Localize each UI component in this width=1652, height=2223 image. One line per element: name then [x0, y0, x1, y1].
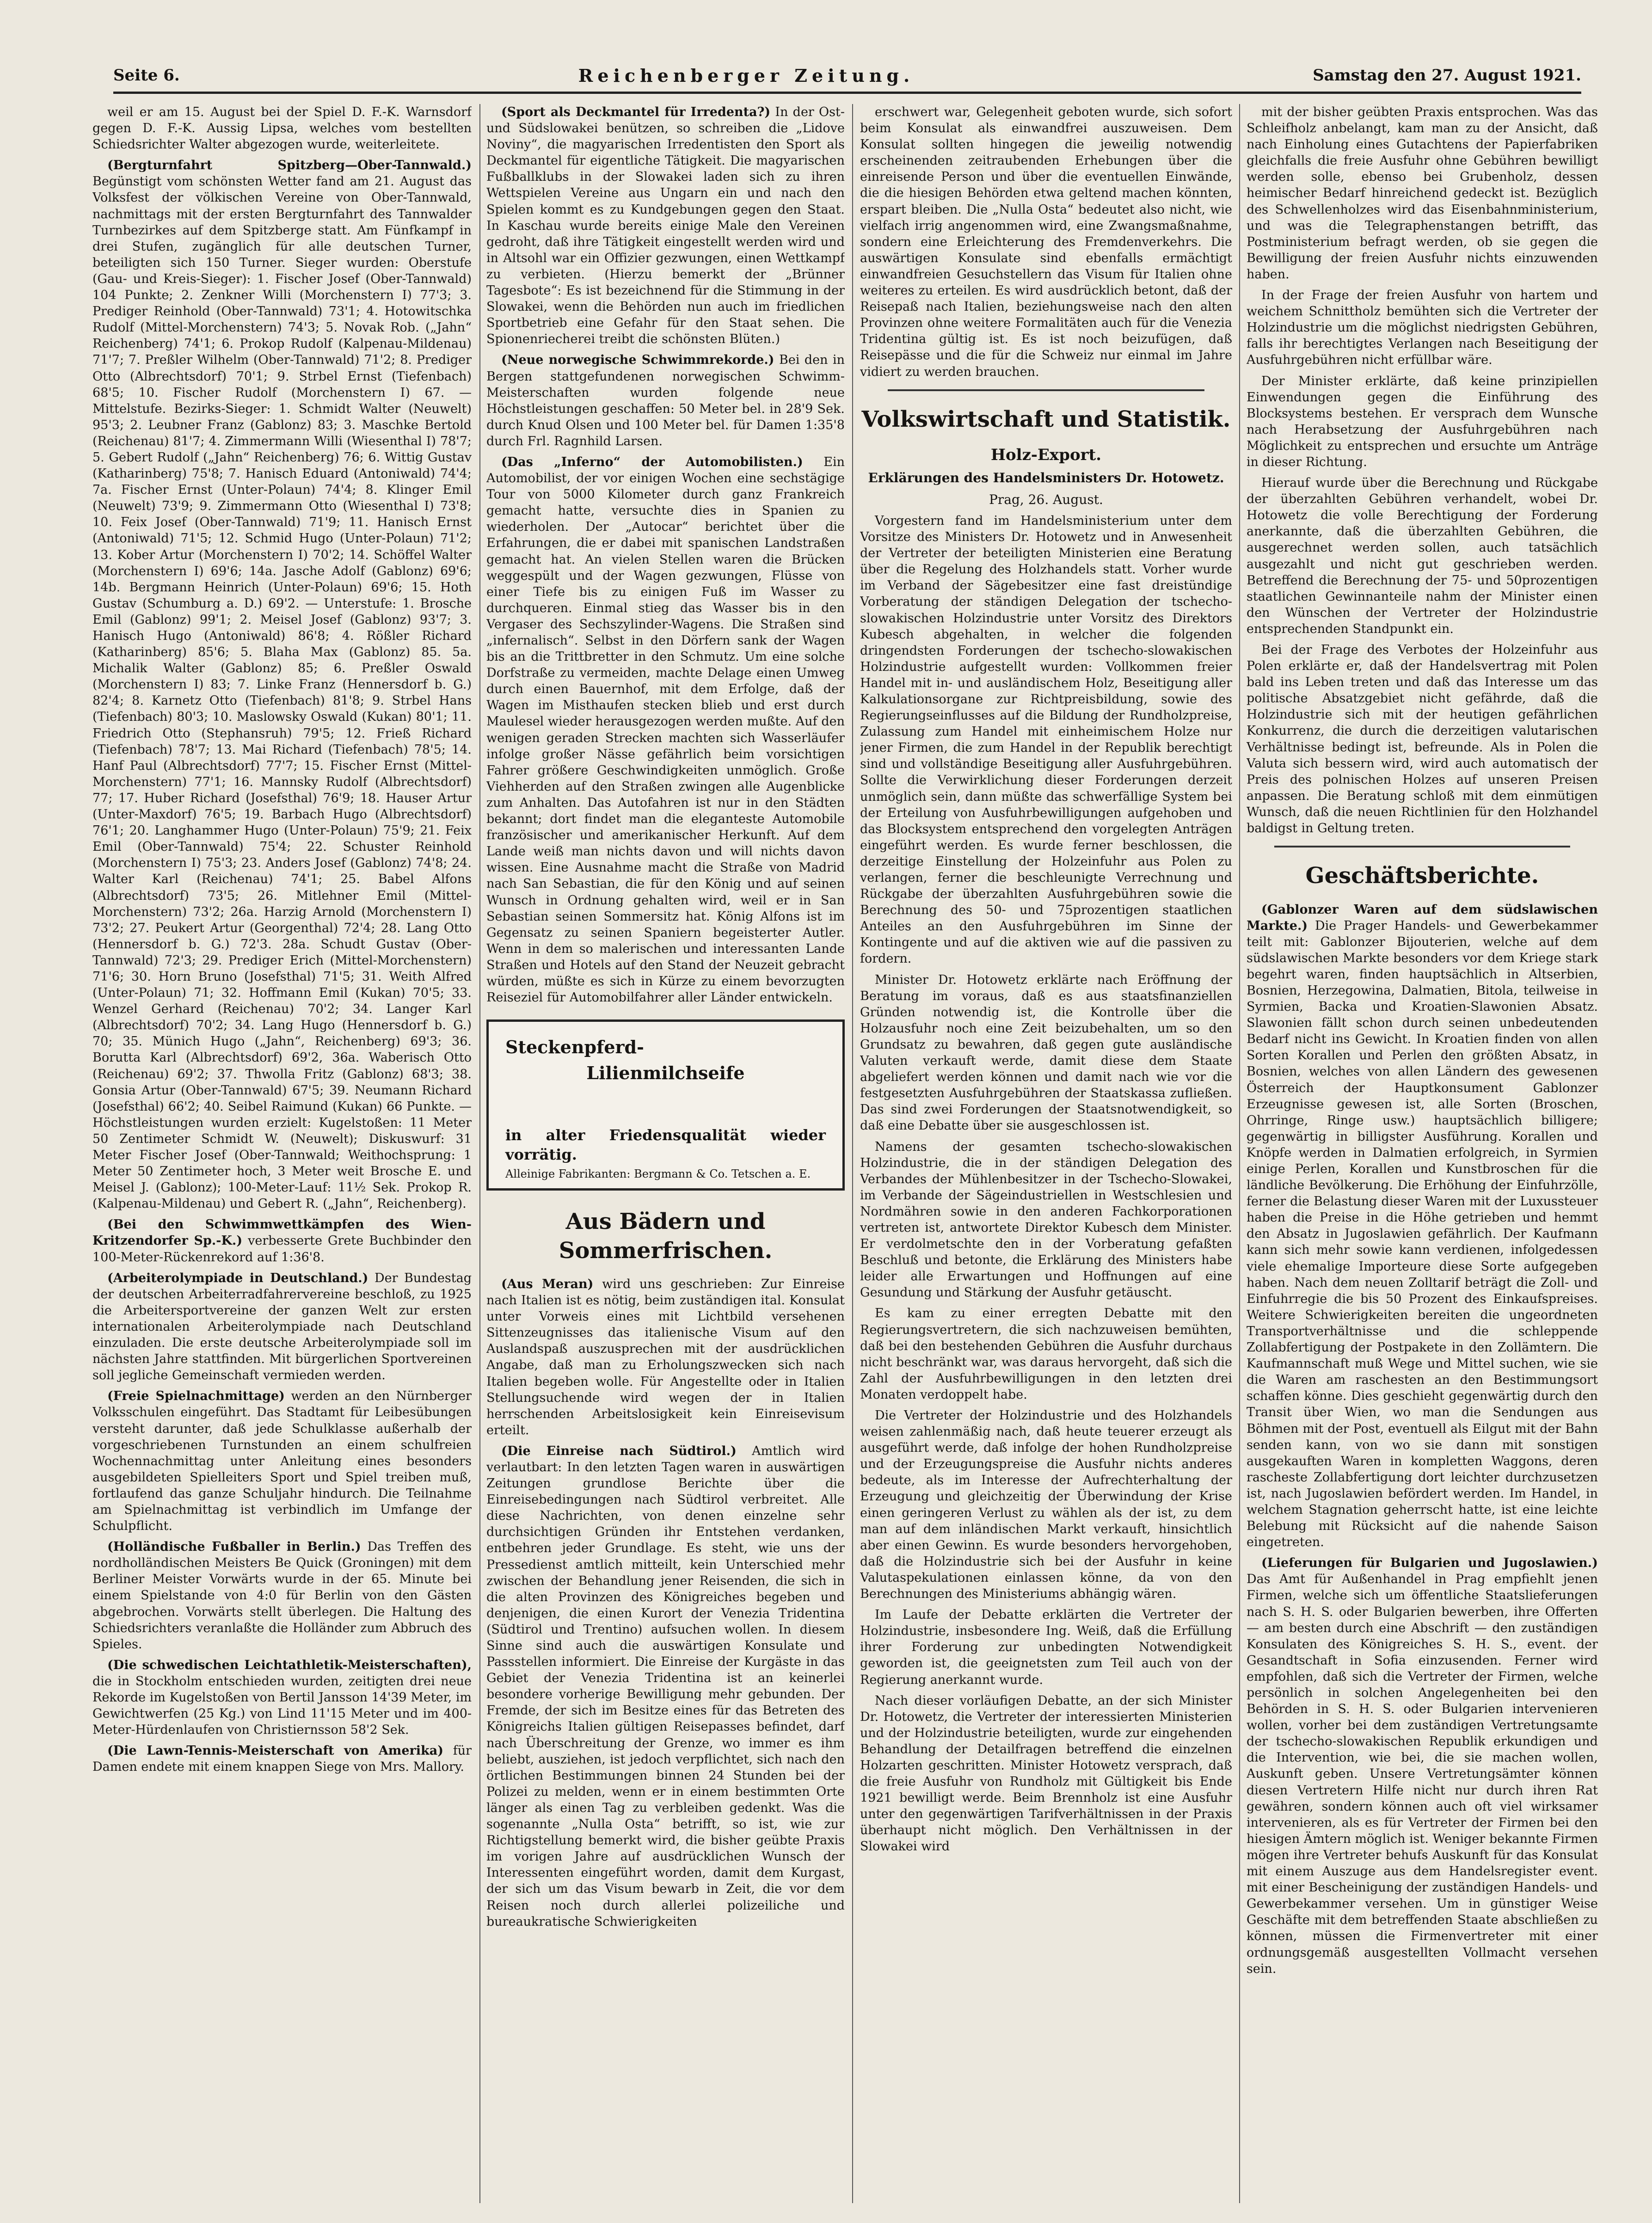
- article-einreise-continued: erschwert war, Gelegenheit geboten wurde, sich sofort beim Konsulat als einwandfrei auszuweisen. Dem Konsulat sollten hingegen die jeweilig notwendig erscheinenden zeitraubenden Erhebungen über die einreisende Person und über die eventuellen Einwände, die die hiesigen Behörden etwa geltend machen könnten, erspart bleiben. Die „Nulla Osta“ bedeutet also nicht, wie vielfach irrig angenommen wird, eine Zwangsmaßnahme, sondern eine Erleichterung des Fremdenverkehrs. Die auswärtigen Konsulate sind ebenfalls ermächtigt einwandfreien Gesuchstellern das Visum für Italien ohne weiteres zu erteilen. Es wird ausdrücklich betont, daß der Reisepaß nach Italien, beziehungsweise nach den alten Provinzen ohne weitere Formalitäten auch für die Venezia Tridentina gültig ist. Es ist noch beizufügen, daß Reisepässe und die für die Schweiz nur einmal im Jahre vidiert zu werden brauchen.: [860, 105, 1232, 379]
- dateline: Prag, 26. August.: [989, 491, 1103, 507]
- article-paragraph: Vorgestern fand im Handelsministerium unter dem Vorsitze des Ministers Dr. Hotowetz und in Anwesenheit der Vertreter der beteiligten Ministerien eine Beratung über die Regelung des Holzhandels statt. Vorher wurde im Verband der Sägebesitzer eine fast dreistündige Vorberatung der ständigen Delegation der tschecho-slowakischen Holzindustrie unter Vorsitz des Direktors Kubesch abgehalten, in welcher die folgenden dringendsten Forderungen der tschecho-slowakischen Holzindustrie aufgestellt wurden: Vollkommen freier Handel mit in- und ausländischem Holz, Beseitigung aller Kalkulationsorgane zur Richtpreisbildung, sowie des Regierungseinflusses auf die Bildung der Rundholzpreise, Zulassung zum Handel mit einheimischem Holze nur jener Firmen, die zum Handel in der Republik berechtigt sind und vollständige Beseitigung aller Ausfuhrgebühren. Sollte die Verwirklichung dieser Forderungen derzeit unmöglich sein, dann müßte das schwerfällige System bei der Erteilung von Ausfuhrbewilligungen aufgehoben und das Blocksystem entsprechend den vorgelegten Anträgen eingeführt werden. Es wurde ferner beschlossen, die derzeitige Einstellung der Holzeinfuhr aus Polen zu verlangen, ferner die beschleunigte Verrechnung und Rückgabe der überzahlten Ausfuhrgebühren sowie die Berechnung des 50- und 75prozentigen staatlichen Anteiles an den Ausfuhrgebühren im Sinne der Kontingente und auf die aktiven wie auf die passiven zu fordern.: [860, 513, 1232, 966]
- section-divider: [888, 389, 1204, 391]
- issue-date: Samstag den 27. August 1921.: [1313, 66, 1581, 85]
- article-bergturnfahrt: (Bergturnfahrt Spitzberg—Ober-Tannwald.) Begünstigt vom schönsten Wetter fand am 21. August das Volksfest der völkischen Vereine von Ober-Tannwald, nachmittags mit der ersten Bergturnfahrt des Tannwalder Turnbezirkes auf dem Spitzberge statt. Am Fünfkampf in drei Stufen, zugänglich für alle deutschen Turner, beteiligten sich 150 Turner. Sieger wurden: Oberstufe (Gau- und Kreis-Sieger): 1. Fischer Josef (Ober-Tannwald) 104 Punkte; 2. Zenkner Willi (Morchenstern I) 77'3; 3. Prediger Reinhold (Ober-Tannwald) 73'1; 4. Hotowitschka Rudolf (Mittel-Morchenstern) 74'3; 5. Novak Rob. („Jahn“ Reichenberg) 74'1; 6. Prokop Rudolf (Kalpenau-Mildenau) 71'7; 7. Preßler Wilhelm (Ober-Tannwald) 71'2; 8. Prediger Otto (Albrechtsdorf) 70'1; 9. Strbel Ernst (Tiefenbach) 68'5; 10. Fischer Rudolf (Morchenstern I) 67. — Mittelstufe. Bezirks-Sieger: 1. Schmidt Walter (Neuwelt) 95'3; 2. Leubner Franz (Gablonz) 83; 3. Maschke Bertold (Reichenau) 81'7; 4. Zimmermann Willi (Wiesenthal I) 78'7; 5. Gebert Rudolf („Jahn“ Reichenberg) 76; 6. Wittig Gustav (Katharinberg) 75'8; 7. Hanisch Eduard (Antoniwald) 74'4; 7a. Fischer Ernst (Unter-Polaun) 74'4; 8. Klinger Emil (Neuwelt) 73'9; 9. Zimmermann Otto (Wiesenthal I) 73'8; 10. Feix Josef (Ober-Tannwald) 71'9; 11. Hanisch Ernst (Antoniwald) 71'5; 12. Schmid Hugo (Unter-Polaun) 71'2; 13. Kober Artur (Morchenstern I) 70'2; 14. Schöffel Walter (Morchenstern I) 69'6; 14a. Jasche Adolf (Gablonz) 69'6; 14b. Bergmann Heinrich (Unter-Polaun) 69'6; 15. Hoth Gustav (Schumburg a. D.) 69'2. — Unterstufe: 1. Brosche Emil (Gablonz) 99'1; 2. Meisel Josef (Gablonz) 93'7; 3. Hanisch Hugo (Antoniwald) 86'8; 4. Rößler Richard (Katharinberg) 85'6; 5. Blaha Max (Gablonz) 85. 5a. Michalik Walter (Gablonz) 85; 6. Preßler Oswald (Morchenstern I) 83; 7. Linke Franz (Hennersdorf b. G.) 82'4; 8. Karnetz Otto (Tiefenbach) 81'8; 9. Strbel Hans (Tiefenbach) 80'3; 10. Maslowsky Oswald (Kukan) 80'1; 11. Friedrich Otto (Stephansruh) 79'5; 12. Frieß Richard (Tiefenbach) 78'7; 13. Mai Richard (Tiefenbach) 78'5; 14. Hanf Paul (Albrechtsdorf) 77'7; 15. Fischer Ernst (Mittel-Morchenstern) 77'1; 16. Mannsky Rudolf (Albrechtsdorf) 77; 17. Huber Richard (Josefsthal) 76'9; 18. Hauser Artur (Unter-Maxdorf) 76'5; 19. Barbach Hugo (Albrechtsdorf) 76'1; 20. Langhammer Hugo (Unter-Polaun) 75'9; 21. Feix Emil (Ober-Tannwald) 75'4; 22. Schuster Reinhold (Morchenstern I) 75'3; 23. Anders Josef (Gablonz) 74'8; 24. Walter Karl (Reichenau) 74'1; 25. Babel Alfons (Albrechtsdorf) 73'5; 26. Mitlehner Emil (Mittel-Morchenstern) 73'2; 26a. Harzig Arnold (Morchenstern I) 73'2; 27. Peukert Artur (Georgenthal) 72'4; 28. Lang Otto (Hennersdorf b. G.) 72'3. 28a. Schudt Gustav (Ober-Tannwald) 72'3; 29. Prediger Erich (Mittel-Morchenstern) 71'6; 30. Horn Bruno (Josefsthal) 71'5; 31. Weith Alfred (Unter-Polaun) 71; 32. Hoffmann Emil (Kukan) 70'5; 33. Wenzel Gerhard (Reichenau) 70'2; 34. Langer Karl (Albrechtsdorf) 70'2; 34. Lang Hugo (Hennersdorf b. G.) 70; 35. Münich Hugo („Jahn“, Reichenberg) 69'3; 36. Borutta Karl (Albrechtsdorf) 69'2, 36a. Waberisch Otto (Reichenau) 69'2; 37. Thwolla Fritz (Gablonz) 68'3; 38. Gonsia Artur (Ober-Tannwald) 67'5; 39. Neumann Richard (Josefsthal) 66'2; 40. Seibel Raimund (Kukan) 66 Punkte. — Höchstleistungen wurden erzielt: Kugelstoßen: 11 Meter 50 Zentimeter Schmidt W. (Neuwelt); Diskuswurf: 31 Meter Fischer Josef (Ober-Tannwald; Weithochsprung: 1 Meter 50 Zentimeter hoch, 3 Meter weit Brosche E. und Meisel J. (Gablonz); 100-Meter-Lauf: 11½ Sek. Prokop R. (Kalpenau-Mildenau) und Gebert R. („Jahn“, Reichenberg).: [92, 158, 472, 1211]
- section-divider: [1274, 846, 1570, 847]
- article-continuation: weil er am 15. August bei der Spiel D. F.-K. Warnsdorf gegen D. F.-K. Aussig Lipsa, welches vom bestellten Schiedsrichter Walter abgezogen wurde, weiterleitete.: [92, 105, 472, 152]
- article-paragraph: Hierauf wurde über die Berechnung und Rückgabe der überzahlten Gebühren verhandelt, wobei Dr. Hotowetz die volle Berechtigung der Forderung anerkannte, daß die überzahlten Gebühren, die ausgerechnet werden sollen, auch tatsächlich ausgezahlt und nicht gut geschrieben werden. Betreffend die Berechnung der 75- und 50prozentigen staatlichen Gewinnanteile nahm der Minister einen den Wünschen der Vertreter der Holzindustrie entsprechenden Standpunkt ein.: [1247, 476, 1598, 636]
- ad-manufacturer: Alleinige Fabrikanten: Bergmann & Co. Tetschen a. E.: [505, 1167, 811, 1181]
- article-paragraph: Der Minister erklärte, daß keine prinzipiellen Einwendungen gegen die Einführung des Blocksystems bestehen. Er versprach dem Wunsche nach Herabsetzung der Ausfuhrgebühren nach Möglichkeit zu entsprechen und ersuchte um Anträge in dieser Richtung.: [1247, 374, 1598, 469]
- ad-product-name: Lilienmilchseife: [586, 1062, 745, 1083]
- article-subtitle: Erklärungen des Handelsministers Dr. Hotowetz.: [868, 470, 1224, 486]
- column-3: [860, 104, 1232, 2212]
- article-spielnachmittage: (Freie Spielnachmittage) werden an den Nürnberger Volksschulen eingeführt. Das Stadtamt für Leibesübungen versteht darunter, daß jede Schulklasse außerhalb der vorgeschriebenen Turnstunden an einem schulfreien Wochennachmittag unter Anleitung eines besonders ausgebildeten Spielleiters Sport und Spiel treiben muß, fortlaufend das ganze Schuljahr hindurch. Die Teilnahme am Spielnachmittag ist verbindlich im Umfange der Schulpflicht.: [92, 1389, 472, 1534]
- page-header: [113, 59, 1581, 94]
- article-paragraph: Minister Dr. Hotowetz erklärte nach Eröffnung der Beratung im voraus, daß es aus staatsfinanziellen Gründen notwendig ist, die Kontrolle über die Holzausfuhr noch eine Zeit beizubehalten, um so den Grundsatz zu bewahren, daß gegen gute ausländische Valuten verkauft werde, damit diese dem Staate abgeliefert werden können und damit nach wie vor die festgesetzten Ausfuhrgebühren der Staatskassa zufließen. Das sind zwei Forderungen der Staatsnotwendigkeit, so daß eine Debatte über sie ausgeschlossen ist.: [860, 972, 1232, 1133]
- article-sport-deckmantel: (Sport als Deckmantel für Irredenta?) In der Ost- und Südslowakei benützen, so schreiben die „Lidove Noviny“, die magyarischen Irredentisten den Sport als Deckmantel für eigentliche Tätigkeit. Die magyarischen Fußballklubs in der Slowakei laden sich zu ihren Wettspielen Vereine aus Ungarn ein und nach den Spielen kommt es zu Kundgebungen gegen den Staat. In Kaschau wurde bereits einige Male den Vereinen gedroht, daß ihre Tätigkeit eingestellt werden wird und in Altsohl war ein Offizier gezwungen, einen Wettkampf zu verbieten. (Hierzu bemerkt der „Brünner Tagesbote“: Es ist bezeichnend für die Stimmung in der Slowakei, wenn die Behörden nun auch im friedlichen Sportbetrieb eine Gefahr für den Staat sehen. Die Spionenriecherei treibt die schönsten Blüten.): [486, 105, 845, 347]
- article-paragraph: Bei der Frage des Verbotes der Holzeinfuhr aus Polen erklärte er, daß der Handelsvertrag mit Polen bald ins Leben treten und daß das Interesse um das politische Absatzgebiet nicht gefährde, daß die Holzindustrie sich mit der heutigen gefährlichen Konkurrenz, die durch die derzeitigen valutarischen Verhältnisse bedingt ist, befreunde. Als in Polen die Valuta sich bessern wird, wird auch automatisch der Preis des polnischen Holzes auf unseren Preisen anpassen. Die Beratung schloß mit dem einmütigen Wunsch, daß die neuen Richtlinien für den Holzhandel baldigst in Geltung treten.: [1247, 643, 1598, 836]
- column-2: [486, 104, 845, 2212]
- article-paragraph: Nach dieser vorläufigen Debatte, an der sich Minister Dr. Hotowetz, die Vertreter der interessierten Ministerien und der Holzindustrie beteiligten, wurde zur eingehenden Behandlung der Detailfragen betreffend die einzelnen Holzarten geschritten. Minister Hotowetz versprach, daß die freie Ausfuhr von Rundholz mit Gültigkeit bis Ende 1921 bewilligt werde. Beim Brennholz ist eine Ausfuhr unter den gegenwärtigen Tarifverhältnissen in der Praxis überhaupt nicht möglich. Den Verhältnissen in der Slowakei wird: [860, 1693, 1232, 1854]
- article-lawn-tennis: (Die Lawn-Tennis-Meisterschaft von Amerika) für Damen endete mit einem knappen Siege von Mrs. Mallory.: [92, 1744, 472, 1775]
- section-title-volkswirtschaft: Volkswirtschaft und Statistik.: [861, 406, 1231, 432]
- article-paragraph: Die Vertreter der Holzindustrie und des Holzhandels weisen zahlenmäßig nach, daß heute teuerer erzeugt als ausgeführt werde, daß infolge der hohen Rundholzpreise und der Erzeugungspreise die Ausfuhr nichts anderes bedeute, als im Interesse der Aufrechterhaltung der Erzeugung und gleichzeitig der Überwindung der Krise einen geringeren Verlust zu wählen als der ist, zu dem man auf dem inländischen Markt verkauft, hinsichtlich aber einen Gewinn. Es wurde besonders hervorgehoben, daß die Holzindustrie sich bei der Ausfuhr in keine Valutaspekulationen einlassen könne, da von den Berechnungen des Ministeriums abhängig wären.: [860, 1408, 1232, 1602]
- ad-title: Steckenpferd-: [505, 1037, 644, 1058]
- article-gablonzer-waren: (Gablonzer Waren auf dem südslawischen Markte.) Die Prager Handels- und Gewerbekammer teilt mit: Gablonzer Bijouterien, welche auf dem südslawischen Markte besonders vor dem Kriege stark begehrt waren, finden hauptsächlich in Altserbien, Bosnien, Herzegowina, Dalmatien, Bitola, teilweise in Syrmien, Backa und Kroatien-Slawonien Absatz. Slawonien fällt schon durch seinen unbedeutenden Bedarf nicht ins Gewicht. In Kroatien finden von allen Sorten Korallen und Perlen den größten Absatz, in Bosnien, welches von allen Ländern des gewesenen Österreich der Hauptkonsument Gablonzer Erzeugnisse gewesen ist, alle Sorten (Broschen, Ohrringe, Ringe usw.) hauptsächlich billigere; gegenwärtig in billigster Ausführung. Korallen und Knöpfe werden in Dalmatien erfolgreich, in Syrmien einige Perlen, Korallen und Kunstbroschen für die ländliche Bevölkerung. Die Erhöhung der Einfuhrzölle, ferner die Belastung dieser Waren mit der Luxussteuer haben die Preise in die Höhe getrieben und hemmt den Absatz in Jugoslawien gefährlich. Der Kaufmann kann sich mehr sowie kann verdienen, infolgedessen viele ehemalige Importeure diese Sorte aufgegeben haben. Nach dem neuen Zolltarif beträgt die Zoll- und Einfuhrregie die bis 50 Prozent des Einkaufspreises. Weitere Schwierigkeiten bereiten die ungeordneten Transportverhältnisse und die schleppende Zollabfertigung der Postpakete in den Zollämtern. Die Kaufmannschaft muß Wege und Mittel suchen, wie sie die Waren am raschesten an den Bestimmungsort schaffen könne. Dies geschieht gegenwärtig durch den Transit über Wien, wo man die Sendungen aus Böhmen mit der Post, eventuell als Eilgut mit der Bahn senden kann, von wo sie dann mit sonstigen ausgekauften Waren in kompletten Waggons, deren rascheste Zollabfertigung dort leichter durchzusetzen ist, nach Jugoslawien befördert werden. Im Handel, in welchem Stagnation geherrscht hatte, ist eine leichte Belebung mit Rücksicht auf die nahende Saison eingetreten.: [1247, 902, 1598, 1550]
- column-rule: [1239, 104, 1240, 2203]
- newspaper-name: Reichenberger Zeitung.: [578, 65, 915, 86]
- article-lieferungen-bulgarien: (Lieferungen für Bulgarien und Jugoslawien.) Das Amt für Außenhandel in Prag empfiehlt jenen Firmen, welche sich um öffentliche Staatslieferungen nach S. H. S. oder Bulgarien bewerben, ihre Offerten — am besten durch eine Abschrift — den zuständigen Konsulaten des Königreiches S. H. S., event. der Gesandtschaft in Sofia einzusenden. Ferner wird empfohlen, daß sich die Vertreter der Firmen, welche persönlich in solchen Angelegenheiten bei den Behörden in S. H. S. oder Bulgarien intervenieren wollen, vorher bei dem zuständigen Vertretungsamte der tschecho-slowakischen Republik erkundigen und die Intervention, wie bei, die sie machen wollen, Auskunft geben. Unsere Vertretungsämter können diesen Vertretern Hilfe nicht nur durch ihren Rat gewähren, sondern können auch oft viel wirksamer intervenieren, als es für Vertreter der Firmen bei den hiesigen Ämtern möglich ist. Weniger bekannte Firmen mögen ihre Vertreter behufs Auskunft für das Konsulat mit einem Auszuge aus dem Handelsregister event. mit einer Bescheinigung der zuständigen Handels- und Gewerbekammer versehen. Um in günstiger Weise Geschäfte mit dem betreffenden Staate abschließen zu können, müssen die Firmenvertreter mit einer ordnungsgemäß ausgestellten Vollmacht versehen sein.: [1247, 1556, 1598, 1976]
- article-paragraph: Im Laufe der Debatte erklärten die Vertreter der Holzindustrie, insbesondere Ing. Weiß, daß die Erfüllung ihrer Forderung zur unbedingten Notwendigkeit geworden ist, die geeignetsten zum Teil auch von der Regierung anerkannt wurde.: [860, 1608, 1232, 1687]
- article-paragraph: Namens der gesamten tschecho-slowakischen Holzindustrie, die in der ständigen Delegation des Verbandes der Mühlenbesitzer in der Tschecho-Slowakei, im Verbande der Sägeindustriellen in Westschlesien und Nordmähren sowie in den anderen Fachkorporationen vertreten ist, antwortete Direktor Kubesch dem Minister. Er verdolmetschte den in der Vorberatung gefaßten Beschluß und betonte, die Erklärung des Ministers habe leider alle Erwartungen und Hoffnungen auf eine Gesundung und Stärkung der Ausfuhr getäuscht.: [860, 1139, 1232, 1300]
- column-rule: [852, 104, 853, 2203]
- article-norwegische-schwimmrekorde: (Neue norwegische Schwimmrekorde.) Bei den in Bergen stattgefundenen norwegischen Schwimm-Meisterschaften wurden folgende neue Höchstleistungen geschaffen: 50 Meter bel. in 28'9 Sek. durch Knud Olsen und 100 Meter bel. für Damen 1:35'8 durch Frl. Ragnhild Larsen.: [486, 353, 845, 448]
- ad-quality-note: in alter Friedensqualität wieder vorrätig.: [505, 1126, 826, 1163]
- advertisement-box: [486, 1019, 845, 1191]
- article-einreise-suedtirol: (Die Einreise nach Südtirol.) Amtlich wird verlautbart: In den letzten Tagen waren in auswärtigen Zeitungen grundlose Berichte über die Einreisebedingungen nach Südtirol verbreitet. Alle diese Nachrichten, von denen einzelne sehr durchsichtigen Gründen ihr Entstehen verdanken, entbehren jeder Grundlage. Es steht, wie uns der Pressedienst amtlich mitteilt, kein Unterschied mehr zwischen der Behandlung jener Reisenden, die sich in die alten Provinzen des Königreiches begeben und denjenigen, die einen Kurort der Venezia Tridentina (Südtirol und Trentino) aufsuchen wollen. In diesem Sinne sind auch die auswärtigen Konsulate und Passstellen informiert. Die Einreise der Kurgäste in das Gebiet der Venezia Tridentina ist an keinerlei besondere vorherige Bewilligung mehr gebunden. Der Fremde, der sich im Besitze eines für das Betreten des Königreichs Italien gültigen Reisepasses befindet, darf nach Überschreitung der Grenze, wo immer es ihm beliebt, ausziehen, ist jedoch verpflichtet, sich nach den örtlichen Bestimmungen binnen 24 Stunden bei der Polizei zu melden, wenn er in einem bestimmten Orte länger als einen Tag zu verbleiben gedenkt. Was die sogenannte „Nulla Osta“ betrifft, so ist, wie zur Richtigstellung bemerkt wird, die bisher geübte Praxis im vorigen Jahre auf ausdrücklichen Wunsch der Interessenten eingeführt worden, damit dem Kurgast, der sich um das Visum bewarb in Zeit, die vor dem Reisen noch durch allerlei polizeiliche und bureaukratische Schwierigkeiten: [486, 1443, 845, 1929]
- article-aus-meran: (Aus Meran) wird uns geschrieben: Zur Einreise nach Italien ist es nötig, beim zuständigen ital. Konsulat unter Vorweis eines mit Lichtbild versehenen Sittenzeugnisses das italienische Visum auf den Auslandspaß auszusprechen mit der ausdrücklichen Angabe, daß man zu Erholungszwecken sich nach Italien begeben wolle. Für Angestellte oder in Italien Stellungsuchende wird wegen der in Italien herrschenden Arbeitslosigkeit kein Einreisevisum erteilt.: [486, 1277, 845, 1437]
- article-inferno-automobilisten: (Das „Inferno“ der Automobilisten.) Ein Automobilist, der vor einigen Wochen eine sechstägige Tour von 5000 Kilometer durch ganz Frankreich gemacht hatte, versuchte dies in Spanien zu wiederholen. Der „Autocar“ berichtet über die Erfahrungen, die er dabei mit spanischen Landstraßen gemacht hat. An vielen Stellen waren die Brücken weggespült und der Wagen gezwungen, Flüsse von einer Tiefe bis zu einigen Fuß im Wasser zu durchqueren. Einmal stieg das Wasser bis in den Vergaser des Sechszylinder-Wagens. Die Straßen sind „infernalisch“. Selbst in den Dörfern sank der Wagen bis an die Trittbretter in den Schmutz. Um eine solche Dorfstraße zu vermeiden, machte Delage einen Umweg durch einen Bauernhof, mit dem Erfolge, daß der Wagen im Misthaufen stecken blieb und erst durch Maulesel wieder herausgezogen werden mußte. Auf den wenigen geraden Strecken machten sich Wasserläufer infolge großer Nässe gefährlich beim vorsichtigen Fahrer größere Geschwindigkeiten unmöglich. Große Viehherden auf den Straßen zwingen alle Augenblicke zum Anhalten. Das Autofahren ist nur in den Städten bekannt; dort findet man die eleganteste Automobile französischer und amerikanischer Herkunft. Auf dem Lande weiß man nichts davon und will nichts davon wissen. Eine Ausnahme macht die Straße von Madrid nach San Sebastian, die für den König und auf seinen Wunsch in Ordnung gehalten wird, weil er in San Sebastian seinen Sommersitz hat. König Alfons ist im Gegensatz zu seinen Spaniern begeisterter Autler. Wenn in dem so malerischen und interessanten Lande Straßen und Hotels auf den Stand der Neuzeit gebracht würden, müßte es sich in Kürze zu einem bevorzugten Reiseziel für Automobilfahrer aller Länder entwickeln.: [486, 454, 845, 1005]
- section-title-baeder: Aus Bädern und Sommerfrischen.: [559, 1209, 773, 1264]
- article-schwedische-leichtathletik: (Die schwedischen Leichtathletik-Meisterschaften), die in Stockholm entschieden wurden, zeitigten drei neue Rekorde im Kugelstoßen von Bertil Jansson 14'39 Meter, im Gewichtwerfen (25 Kg.) von Lind 11'15 Meter und im 400-Meter-Hürdenlaufen von Christiernsson 58'2 Sek.: [92, 1658, 472, 1738]
- column-rule: [479, 104, 480, 2203]
- article-paragraph: In der Frage der freien Ausfuhr von hartem und weichem Schnittholz bemühten sich die Vertreter der Holzindustrie um die möglichst niedrigsten Gebühren, falls ihr berechtigtes Verlangen nach Beseitigung der Ausfuhrgebühren nicht erfüllbar wäre.: [1247, 288, 1598, 368]
- article-paragraph: Es kam zu einer erregten Debatte mit den Regierungsvertretern, die sich nachzuweisen bemühten, daß bei den bestehenden Gebühren die Ausfuhr durchaus nicht beschränkt war, was daraus hervorgeht, daß sich die Zahl der Ausfuhrbewilligungen in den letzten drei Monaten verdoppelt habe.: [860, 1306, 1232, 1402]
- article-hollaendische-fussballer: (Holländische Fußballer in Berlin.) Das Treffen des nordholländischen Meisters Be Quick (Groningen) mit dem Berliner Meister Vorwärts wurde in der 65. Minute bei einem Spielstande von 4:0 für Berlin von den Gästen abgebrochen. Vorwärts stellt überlegen. Die Haltung des Schiedsrichters veranlaßte die Holländer zum Abbruch des Spieles.: [92, 1540, 472, 1652]
- article-schwimmwettkaempfe: (Bei den Schwimmwettkämpfen des Wien-Kritzendorfer Sp.-K.) verbesserte Grete Buchbinder den 100-Meter-Rückenrekord auf 1:36'8.: [92, 1217, 472, 1265]
- page-number: Seite 6.: [113, 66, 180, 85]
- column-4: [1247, 104, 1598, 2212]
- column-1: [92, 104, 472, 2212]
- article-paragraph: mit der bisher geübten Praxis entsprochen. Was das Schleifholz anbelangt, kam man zu der Ansicht, daß nach Einholung eines Gutachtens der Papierfabriken gleichfalls die freie Ausfuhr ohne Gebühren bewilligt werden solle, ebenso bei Grubenholz, dessen heimischer Bedarf hinreichend gedeckt ist. Bezüglich des Schwellenholzes wird das Eisenbahnministerium, und was die Telegraphenstangen betrifft, das Postministerium befragt werden, ob sie gegen die Bewilligung der freien Ausfuhr nichts einzuwenden haben.: [1247, 105, 1598, 282]
- article-arbeiterolympiade: (Arbeiterolympiade in Deutschland.) Der Bundestag der deutschen Arbeiterradfahrervereine beschloß, zu 1925 die Arbeitersportvereine der ganzen Welt zur ersten internationalen Arbeiterolympiade nach Deutschland einzuladen. Die erste deutsche Arbeiterolympiade soll im nächsten Jahre stattfinden. Mit bürgerlichen Sportvereinen soll jegliche Gemeinschaft vermieden werden.: [92, 1271, 472, 1383]
- article-title-holz-export: Holz-Export.: [990, 445, 1102, 464]
- section-title-geschaeftsberichte: Geschäftsberichte.: [1305, 863, 1539, 889]
